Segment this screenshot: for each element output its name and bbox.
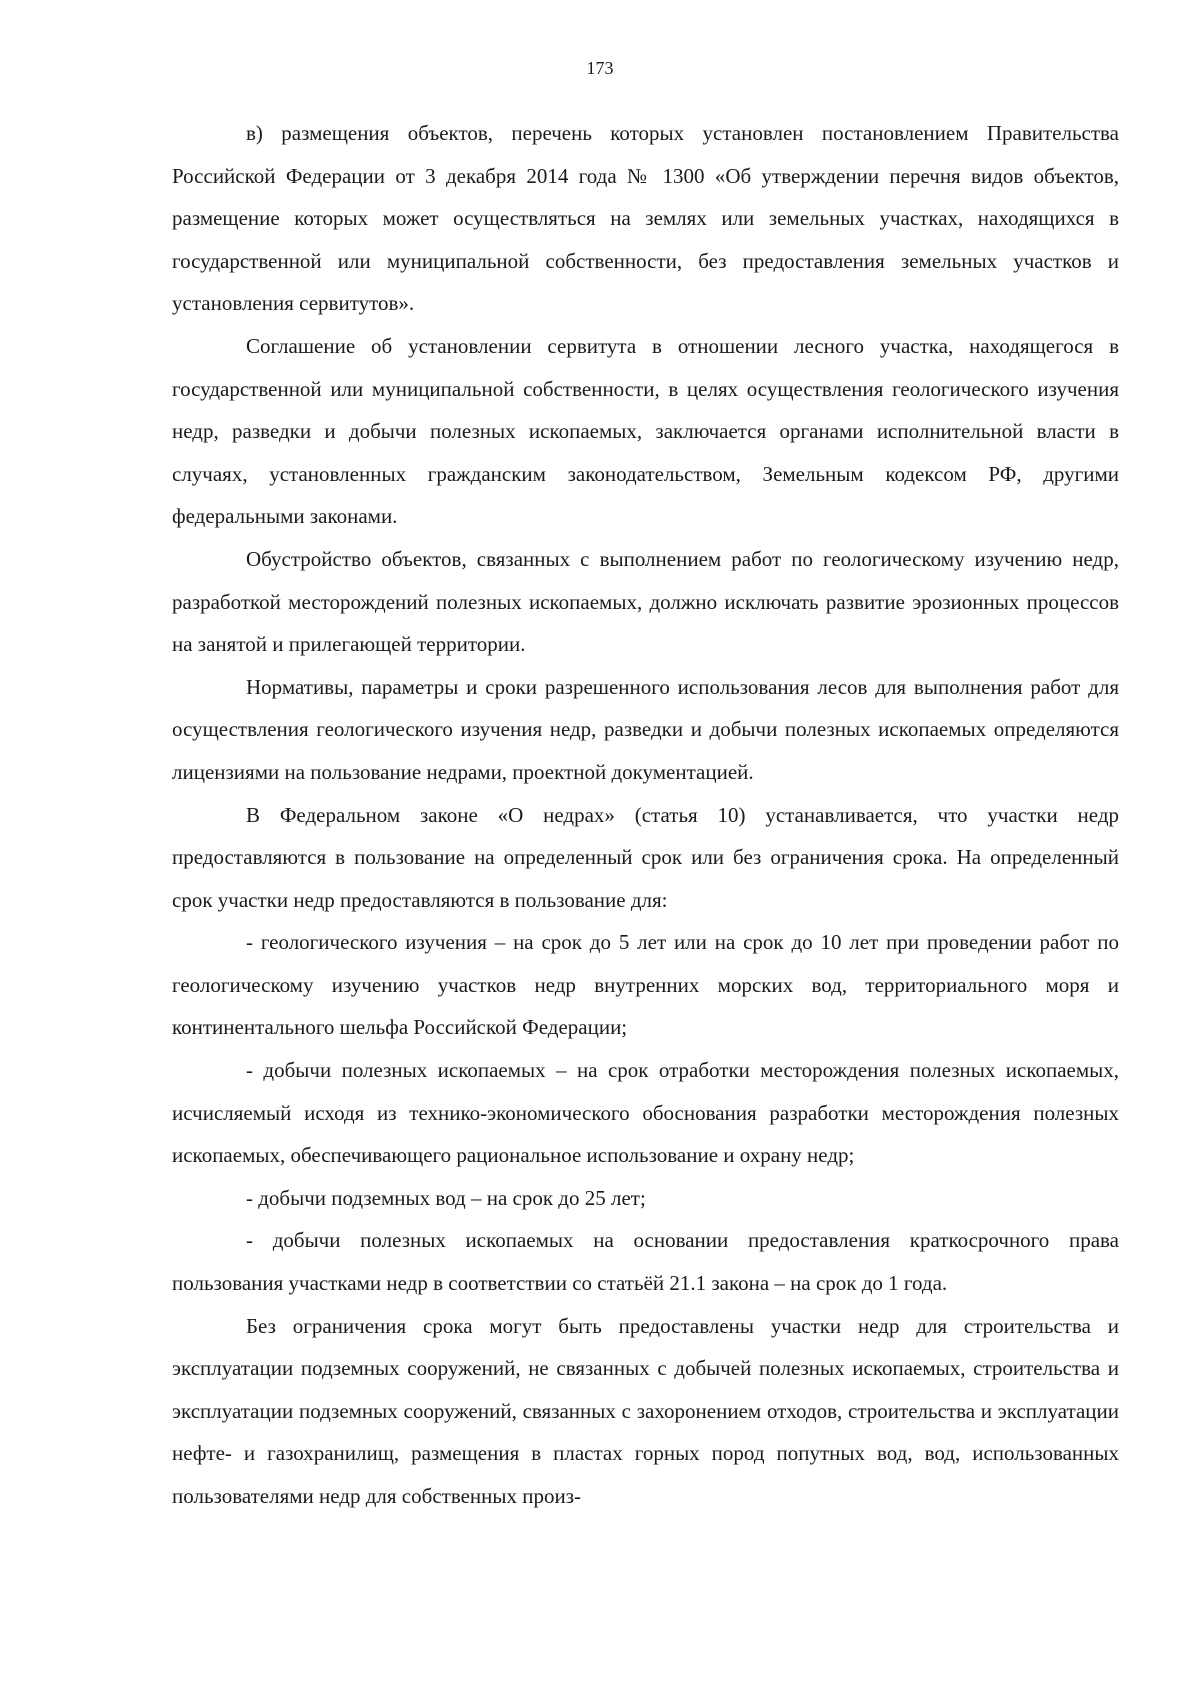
page-number: 173 xyxy=(586,58,614,78)
paragraph-norms-parameters: Нормативы, параметры и сроки разрешенного использования лесов для выполнения работ для осуществления геологического изучения недр, разведки и добычи полезных ископаемых определяются лицензиями на пользование недрами, проектной документацией. xyxy=(172,674,1119,784)
page-body xyxy=(172,112,1119,1518)
list-item-short-term-right: - добычи полезных ископаемых на основании предоставления краткосрочного права пользования участками недр в соответствии со статьёй 21.1 закона – на срок до 1 года. xyxy=(172,1228,1119,1296)
list-item-groundwater: - добычи подземных вод – на срок до 25 лет; xyxy=(246,1185,646,1210)
list-item-geological-study: - геологического изучения – на срок до 5 лет или на срок до 10 лет при проведении работ по геологическому изучению участков недр внутренних морских вод, территориального моря и континентального шельфа Российской Федерации; xyxy=(172,930,1119,1040)
list-item-mineral-extraction: - добычи полезных ископаемых – на срок отработки месторождения полезных ископаемых, исчисляемый исходя из технико-экономического обоснования разработки месторождения полезных ископаемых, обеспечивающего рациональное использование и охрану недр; xyxy=(172,1058,1119,1168)
paragraph-objects-arrangement: Обустройство объектов, связанных с выполнением работ по геологическому изучению недр, разработкой месторождений полезных ископаемых, должно исключать развитие эрозионных процессов на занятой и прилегающей территории. xyxy=(172,546,1119,657)
paragraph-subsoil-law: В Федеральном законе «О недрах» (статья 10) устанавливается, что участки недр предоставляются в пользование на определенный срок или без ограничения срока. На определенный срок участки недр предоставляются в пользование для: xyxy=(172,802,1119,912)
paragraph-unlimited-term: Без ограничения срока могут быть предоставлены участки недр для строительства и эксплуатации подземных сооружений, не связанных с добычей полезных ископаемых, строительства и эксплуатации подземных сооружений, связанных с захоронением отходов, строительства и эксплуатации нефте- и газохранилищ, размещения в пластах горных пород попутных вод, вод, использованных пользователями недр для собственных произ- xyxy=(172,1313,1119,1508)
paragraph-placement-objects: в) размещения объектов, перечень которых установлен постановлением Правительства Российской Федерации от 3 декабря 2014 года № 1300 «Об утверждении перечня видов объектов, размещение которых может осуществляться на землях или земельных участках, находящихся в государственной или муниципальной собственности, без предоставления земельных участков и установления сервитутов». xyxy=(172,121,1119,316)
paragraph-servitude-agreement: Соглашение об установлении сервитута в отношении лесного участка, находящегося в государственной или муниципальной собственности, в целях осуществления геологического изучения недр, разведки и добычи полезных ископаемых, заключается органами исполнительной власти в случаях, установленных гражданским законодательством, Земельным кодексом РФ, другими федеральными законами. xyxy=(172,333,1119,529)
